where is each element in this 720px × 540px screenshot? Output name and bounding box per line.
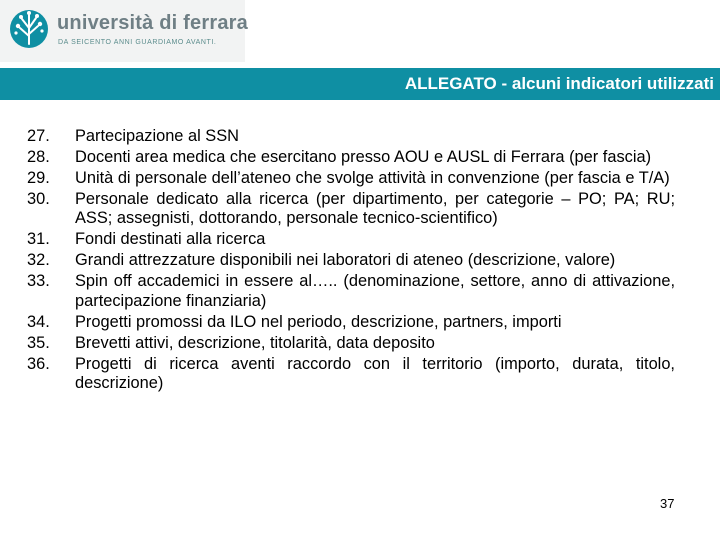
item-number: 34. (27, 312, 50, 331)
slide-title: ALLEGATO - alcuni indicatori utilizzati (404, 74, 714, 93)
item-number: 27. (27, 127, 50, 145)
list-item (27, 190, 675, 229)
logo-name: università di ferrara (57, 12, 248, 34)
list-item (27, 334, 675, 353)
item-number: 36. (27, 354, 50, 373)
logo-tagline: DA SEICENTO ANNI GUARDIAMO AVANTI. (58, 39, 217, 46)
item-number: 31. (27, 230, 50, 249)
item-number: 35. (27, 333, 50, 352)
tree-logo-icon (8, 8, 50, 52)
item-text: Grandi attrezzature disponibili nei laboratori di ateneo (descrizione, valore) (75, 251, 616, 270)
item-text: Personale dedicato alla ricerca (per dipartimento, per categorie – PO; PA; RU; ASS; assegnisti, dottorando, personale tecnico-scientifico) (75, 190, 675, 228)
item-number: 30. (27, 190, 50, 208)
item-text: Progetti promossi da ILO nel periodo, descrizione, partners, importi (75, 312, 562, 331)
item-number: 32. (27, 251, 50, 270)
item-text: Progetti di ricerca aventi raccordo con il territorio (importo, durata, titolo, descrizione) (75, 354, 675, 393)
list-item (27, 230, 675, 249)
list-item (27, 169, 675, 188)
item-number: 29. (27, 169, 50, 187)
item-number: 33. (27, 272, 50, 291)
item-text: Unità di personale dell’ateneo che svolge attività in convenzione (per fascia e T/A) (75, 169, 670, 187)
item-text: Brevetti attivi, descrizione, titolarità, data deposito (75, 333, 435, 352)
item-text: Docenti area medica che esercitano presso AOU e AUSL di Ferrara (per fascia) (75, 148, 652, 166)
title-bar (0, 68, 720, 100)
item-text: Partecipazione al SSN (75, 127, 239, 145)
list-item (27, 355, 675, 394)
page-number: 37 (660, 496, 675, 511)
item-number: 28. (27, 148, 50, 166)
list-item (27, 313, 675, 332)
indicator-list (27, 127, 675, 395)
item-text: Spin off accademici in essere al….. (denominazione, settore, anno di attivazione, partecipazione finanziaria) (75, 272, 675, 310)
list-item (27, 272, 675, 311)
list-item (27, 148, 675, 167)
list-item (27, 251, 675, 270)
item-text: Fondi destinati alla ricerca (75, 230, 266, 249)
list-item (27, 127, 675, 146)
university-logo (0, 0, 248, 62)
